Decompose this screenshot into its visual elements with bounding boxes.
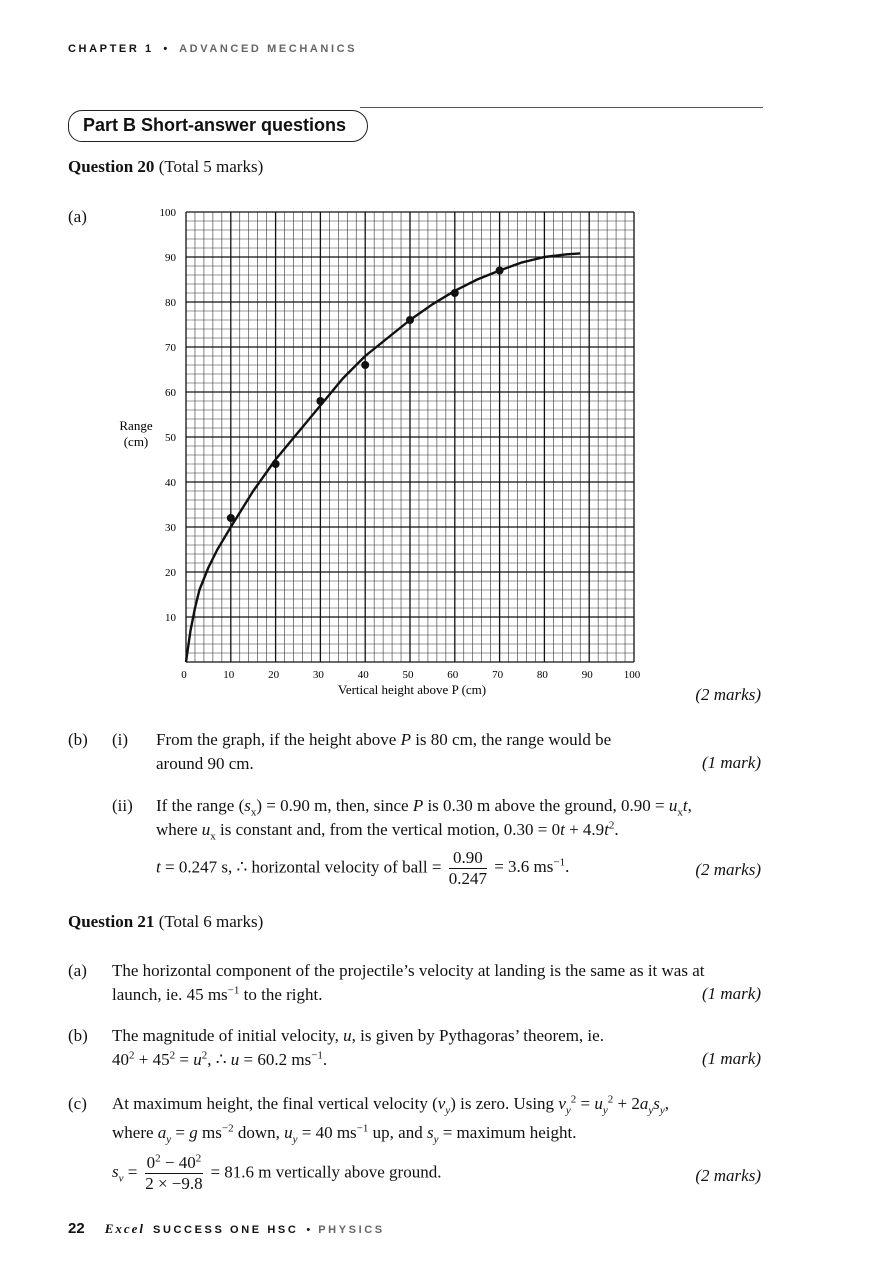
data-point xyxy=(361,361,369,369)
x-tick-label: 50 xyxy=(402,669,414,681)
x-tick-label: 80 xyxy=(536,669,548,681)
q20-total: (Total 5 marks) xyxy=(158,157,264,176)
q21-c-fraction-num: $0^2 - 40^2$ xyxy=(146,1152,202,1172)
part-title-rule xyxy=(360,107,763,108)
x-tick-label: 70 xyxy=(492,669,504,681)
y-tick-label: 10 xyxy=(165,612,176,624)
y-tick-label: 60 xyxy=(165,387,176,399)
q20-b-label: (b) xyxy=(68,730,88,749)
q20-bii-line3: t = 0.247 s, ∴ horizontal velocity of ball = $\frac{0.90}{0.247}$ = 3.6 $ms^{-1}$. xyxy=(156,848,570,888)
x-tick-label: 60 xyxy=(447,669,459,681)
x-axis-label: Vertical height above P (cm) xyxy=(337,682,487,697)
x-tick-label: 10 xyxy=(223,669,235,681)
q20-a-marks: (2 marks) xyxy=(695,685,761,704)
q21-a-line1: The horizontal component of the projectile’s velocity at landing is the same as it was at xyxy=(112,961,705,980)
header-chapter: CHAPTER 1 xyxy=(68,43,154,55)
part-title: Part B Short-answer questions xyxy=(83,115,347,135)
data-point xyxy=(496,267,504,275)
x-tick-label: 40 xyxy=(357,669,369,681)
footer-separator: • xyxy=(306,1224,311,1236)
running-footer xyxy=(68,1220,385,1238)
q21-a-marks: (1 mark) xyxy=(701,984,761,1003)
q20-bii-line1: If the range $(s_x) = 0.90$ m, then, since P is 0.30 m above the ground, $0.90 = u_xt$, xyxy=(156,796,692,819)
y-tick-labels xyxy=(160,207,177,624)
footer-series: SUCCESS ONE HSC xyxy=(153,1224,299,1236)
data-point xyxy=(451,289,459,297)
x-tick-label: 0 xyxy=(181,669,187,681)
q21-c-fraction xyxy=(145,1153,204,1194)
y-tick-label: 100 xyxy=(159,207,176,219)
y-tick-label: 30 xyxy=(165,522,176,534)
q21-c-line1: At maximum height, the final vertical velocity $(v_y)$ is zero. Using $v_y^2 = u_y^2 + 2a_ys_y$, xyxy=(112,1093,669,1117)
q20-bii-fraction xyxy=(449,848,487,889)
y-tick-label: 70 xyxy=(165,342,176,354)
footer-subject: PHYSICS xyxy=(318,1224,385,1236)
q20-bii-fraction-den: 0.247 xyxy=(448,869,487,888)
q21-b-label: (b) xyxy=(68,1026,88,1045)
q21-b-line2: $40^2 + 45^2 = u^2$, ∴ u = 60.2 $ms^{-1}$. xyxy=(112,1049,328,1069)
header-separator: • xyxy=(163,43,170,55)
q21-a-label: (a) xyxy=(68,961,87,980)
q21-c-equation: $s_v$ = $\frac{0^2 - 40^2}{2 \times -9.8}$ = 81.6 m vertically above ground. xyxy=(112,1152,442,1193)
q21-c-rhs: = 81.6 m vertically above ground. xyxy=(210,1162,442,1182)
data-point xyxy=(272,460,280,468)
range-height-graph xyxy=(100,200,660,700)
q21-total: (Total 6 marks) xyxy=(158,912,264,931)
q21-title: Question 21 xyxy=(68,912,155,931)
q21-c-fraction-den: 2 × −9.8 xyxy=(145,1174,203,1193)
data-point xyxy=(406,316,414,324)
q21-c-marks: (2 marks) xyxy=(695,1166,761,1185)
q20-heading xyxy=(68,156,263,178)
q20-bi-line2: around 90 cm. xyxy=(156,754,254,773)
data-point xyxy=(227,514,235,522)
q20-title: Question 20 xyxy=(68,157,155,176)
q21-a-line2: launch, ie. 45 $ms^{-1}$ to the right. xyxy=(112,984,323,1004)
running-header xyxy=(68,43,357,55)
x-tick-label: 100 xyxy=(623,669,641,681)
y-axis-label-line1: Range xyxy=(119,418,153,433)
q20-bii-fraction-num: 0.90 xyxy=(449,848,487,869)
q21-c-line2: where $a_y = g$ $ms^{-2}$ down, $u_y = 40$ $ms^{-1}$ up, and $s_y$ = maximum height. xyxy=(112,1122,577,1146)
y-axis-label-line2: (cm) xyxy=(123,434,149,449)
data-point xyxy=(316,397,324,405)
q20-bii-marks: (2 marks) xyxy=(695,860,761,879)
q21-heading xyxy=(68,911,263,933)
y-tick-label: 50 xyxy=(165,432,176,444)
y-tick-label: 90 xyxy=(165,252,176,264)
q20-bii-line2: where $u_x$ is constant and, from the vertical motion, $0.30 = 0t + 4.9t^2$. xyxy=(156,819,619,843)
q20-bi-marks: (1 mark) xyxy=(701,753,761,772)
y-tick-label: 40 xyxy=(165,477,176,489)
part-title-box xyxy=(68,110,368,142)
x-tick-label: 90 xyxy=(581,669,593,681)
page-number: 22 xyxy=(68,1220,85,1237)
x-tick-labels xyxy=(181,669,641,681)
q20-a-label: (a) xyxy=(68,207,87,226)
grid-major xyxy=(186,212,634,662)
q21-c-label: (c) xyxy=(68,1094,87,1113)
footer-brand: Excel xyxy=(104,1221,146,1236)
y-tick-label: 80 xyxy=(165,297,176,309)
q20-bi-line1: From the graph, if the height above P is 80 cm, the range would be xyxy=(156,730,612,749)
q21-b-marks: (1 mark) xyxy=(701,1049,761,1068)
header-section: ADVANCED MECHANICS xyxy=(179,43,358,55)
x-tick-label: 20 xyxy=(268,669,280,681)
q21-b-line1: The magnitude of initial velocity, u, is given by Pythagoras’ theorem, ie. xyxy=(112,1026,604,1045)
y-tick-label: 20 xyxy=(165,567,176,579)
x-tick-label: 30 xyxy=(312,669,324,681)
q20-bii-label: (ii) xyxy=(112,796,133,815)
q20-bi-label: (i) xyxy=(112,730,129,749)
